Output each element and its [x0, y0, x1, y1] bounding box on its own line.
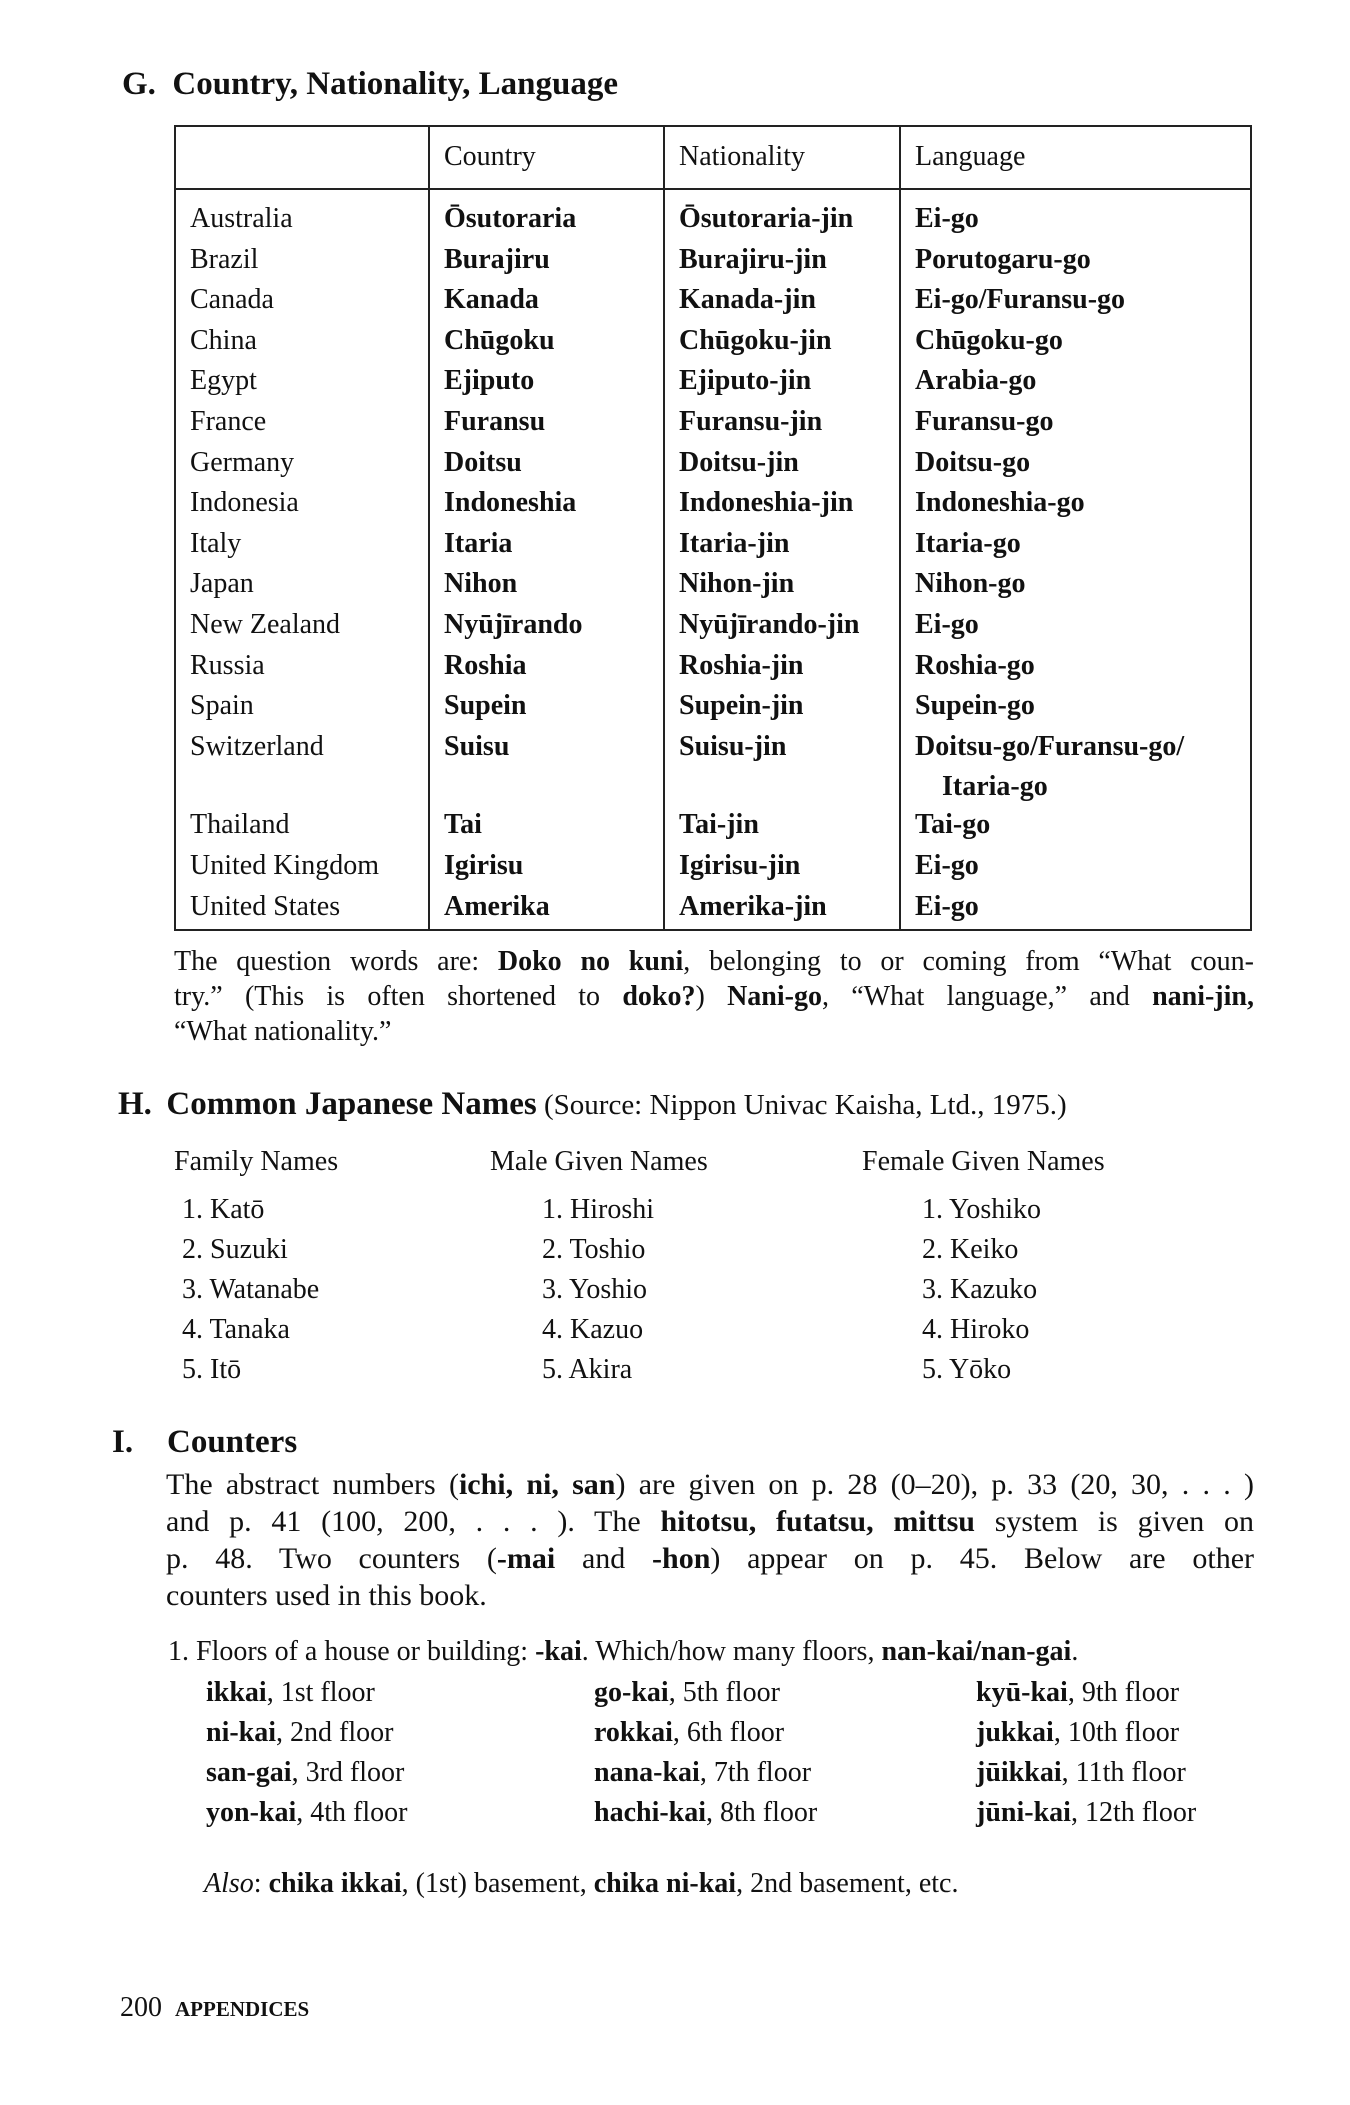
floor-word: jūni-kai [976, 1797, 1071, 1828]
list-item: 5. Yōko [922, 1354, 1012, 1385]
table-cell-country-en: Japan [190, 568, 254, 600]
table-cell-language: Itaria-go [915, 527, 1021, 559]
floor-word: hachi-kai [594, 1797, 707, 1828]
floor-word: rokkai [594, 1717, 673, 1748]
note-text: , “What language,” and [821, 981, 1153, 1012]
also-text: , (1st) basement, [401, 1868, 594, 1899]
note-text: try.” (This is often shortened to [174, 981, 623, 1012]
table-cell-country: Amerika [444, 890, 550, 922]
floor-word: jūikkai [976, 1757, 1062, 1788]
para-bold: -mai [496, 1542, 556, 1575]
also-line [204, 1864, 958, 1904]
para-text: ) appear on p. 45. Below are other [710, 1542, 1254, 1575]
table-cell-nationality: Furansu-jin [679, 406, 823, 437]
table-cell-nationality: Supein-jin [679, 690, 804, 722]
para-text: The abstract numbers ( [166, 1468, 459, 1501]
header-language: Language [915, 141, 1026, 172]
table-cell-country: Doitsu [444, 446, 522, 478]
table-cell-country-en: United Kingdom [190, 850, 379, 881]
table-cell-country-en: Brazil [190, 243, 259, 275]
page-number: 200 [120, 1992, 162, 2023]
table-cell-nationality: Ōsutoraria-jin [679, 203, 854, 234]
table-cell-nationality: Amerika-jin [679, 890, 827, 922]
para-bold: -hon [652, 1542, 711, 1575]
section-h-heading [118, 1086, 1067, 1123]
para-text: ) are given on p. 28 (0–20), p. 33 (20, 30, . . . ) [615, 1468, 1254, 1501]
floor-word: ni-kai [206, 1717, 277, 1748]
para-bold: hitotsu, futatsu, mittsu [660, 1505, 975, 1538]
floor-word: yon-kai [206, 1797, 297, 1828]
note-bold: Doko no kuni [497, 946, 684, 977]
list-item: 2. Toshio [542, 1234, 646, 1265]
table-cell-language: Nihon-go [915, 568, 1026, 600]
floor-word: san-gai [206, 1757, 292, 1788]
table-cell-country-en: Thailand [190, 809, 290, 841]
list-item: 5. Akira [542, 1354, 633, 1385]
table-cell-country: Burajiru [444, 243, 550, 275]
table-cell-nationality: Itaria-jin [679, 527, 790, 559]
floor-item [976, 1793, 1196, 1833]
list-item: 3. Kazuko [922, 1274, 1038, 1305]
table-cell-country: Nyūjīrando [444, 609, 583, 640]
table-cell-country-en: Indonesia [190, 487, 299, 519]
list-item: 4. Tanaka [182, 1314, 290, 1345]
table-cell-country: Roshia [444, 649, 527, 681]
table-cell-nationality: Nihon-jin [679, 568, 795, 600]
floor-gloss: , 8th floor [706, 1797, 818, 1828]
floor-gloss: , 7th floor [699, 1757, 812, 1788]
table-cell-country: Ejiputo [444, 365, 535, 397]
table-cell-nationality: Tai-jin [679, 809, 759, 841]
table-cell-country-en: Canada [190, 284, 274, 316]
para-bold: ichi, ni, san [458, 1468, 616, 1501]
table-cell-country: Indoneshia [444, 487, 577, 519]
note-text: The question words are: [174, 946, 498, 977]
table-cell-country-en: Australia [190, 203, 293, 234]
floor-item [206, 1793, 407, 1833]
column-heading: Female Given Names [862, 1146, 1105, 1177]
para-text: p. 48. Two counters ( [166, 1542, 497, 1575]
note-bold: Nani-go [727, 981, 822, 1012]
floor-item [594, 1673, 780, 1713]
table-cell-language: Arabia-go [915, 365, 1037, 397]
list-item: 2. Keiko [922, 1234, 1019, 1265]
table-cell-language: Ei-go [915, 203, 979, 234]
table-cell-nationality: Ejiputo-jin [679, 365, 812, 397]
list-item: 4. Hiroko [922, 1314, 1030, 1345]
para-text: system is given on [974, 1505, 1254, 1538]
also-text: : [253, 1868, 269, 1899]
floor-gloss: , 2nd floor [276, 1717, 394, 1748]
table-cell-country-en: Russia [190, 649, 265, 681]
table-cell-country: Kanada [444, 284, 539, 316]
table-cell-language: Ei-go [915, 850, 979, 881]
note-bold: nani-jin, [1152, 981, 1254, 1012]
table-cell-nationality: Chūgoku-jin [679, 324, 832, 356]
table-cell-nationality: Kanada-jin [679, 284, 816, 316]
list-item: 1. Katō [182, 1194, 265, 1225]
also-bold: chika ni-kai [593, 1868, 737, 1899]
table-cell-language: Doitsu-go/Furansu-go/ [915, 730, 1185, 762]
floor-gloss: , 1st floor [266, 1677, 375, 1708]
table-cell-country: Furansu [444, 406, 546, 437]
table-cell-language: Doitsu-go [915, 446, 1031, 478]
table-cell-language: Tai-go [915, 809, 991, 841]
floor-item [594, 1713, 784, 1753]
floors-intro-bold: -kai [535, 1636, 582, 1667]
section-g-title: Country, Nationality, Language [172, 66, 618, 102]
table-cell-country: Ōsutoraria [444, 203, 577, 234]
running-head: APPENDICES [175, 1997, 310, 2021]
table-cell-country-en: Italy [190, 527, 242, 559]
section-g-heading [122, 66, 618, 103]
floor-gloss: , 11th floor [1061, 1757, 1186, 1788]
floors-intro-text: . Which/how many floors, [581, 1636, 882, 1667]
table-cell-country-en: New Zealand [190, 609, 341, 640]
note-text: ) [695, 981, 728, 1012]
table-cell-country: Nihon [444, 568, 518, 600]
floor-word: kyū-kai [976, 1677, 1068, 1708]
floor-item [976, 1753, 1186, 1793]
para-text: and p. 41 (100, 200, . . . ). The [166, 1505, 661, 1538]
table-cell-country: Igirisu [444, 850, 524, 881]
floor-gloss: , 10th floor [1053, 1717, 1180, 1748]
section-i-title: Counters [167, 1424, 298, 1460]
table-cell-language: Chūgoku-go [915, 324, 1063, 356]
table-cell-country-en: Egypt [190, 365, 257, 397]
list-item: 5. Itō [182, 1354, 242, 1385]
table-cell-nationality: Doitsu-jin [679, 446, 799, 478]
country-table [174, 125, 1252, 931]
also-text: , 2nd basement, etc. [736, 1868, 959, 1899]
family-names-column [174, 1142, 338, 1390]
table-cell-language: Ei-go/Furansu-go [915, 284, 1126, 316]
table-cell-country-en: United States [190, 890, 341, 922]
table-cell-language: Itaria-go [942, 771, 1048, 803]
floors-intro-bold: nan-kai/nan-gai [881, 1636, 1072, 1667]
floor-gloss: , 4th floor [296, 1797, 408, 1828]
table-cell-nationality: Igirisu-jin [679, 850, 801, 881]
column-heading: Male Given Names [490, 1146, 708, 1177]
floors-intro-text: . [1071, 1636, 1079, 1667]
table-cell-nationality: Burajiru-jin [679, 243, 827, 275]
note-text: “What nationality.” [174, 1016, 392, 1047]
floor-gloss: , 6th floor [672, 1717, 785, 1748]
table-cell-language: Ei-go [915, 890, 979, 922]
column-heading: Family Names [174, 1146, 339, 1177]
para-text: counters used in this book. [166, 1579, 487, 1612]
floor-item [206, 1673, 375, 1713]
list-item: 3. Watanabe [182, 1274, 320, 1305]
list-item: 4. Kazuo [542, 1314, 644, 1345]
floor-word: ikkai [206, 1677, 267, 1708]
table-cell-nationality: Indoneshia-jin [679, 487, 854, 519]
table-cell-language: Porutogaru-go [915, 243, 1091, 275]
table-cell-country: Tai [444, 809, 482, 841]
section-i-letter: I. [112, 1424, 134, 1460]
table-cell-country-en: Switzerland [190, 730, 324, 762]
table-cell-language: Indoneshia-go [915, 487, 1085, 519]
floor-item [976, 1713, 1179, 1753]
list-item: 2. Suzuki [182, 1234, 288, 1265]
note-text: , belonging to or coming from “What coun- [683, 946, 1254, 977]
floors-intro [168, 1632, 1078, 1672]
list-item: 1. Yoshiko [922, 1194, 1042, 1225]
table-cell-nationality: Suisu-jin [679, 730, 787, 762]
table-cell-country: Supein [444, 690, 527, 722]
floor-gloss: , 3rd floor [291, 1757, 405, 1788]
table-cell-country-en: China [190, 324, 257, 356]
table-cell-language: Supein-go [915, 690, 1035, 722]
header-country: Country [444, 141, 536, 172]
also-label: Also [204, 1868, 254, 1899]
section-g-letter: G. [122, 66, 156, 102]
floor-gloss: , 12th floor [1070, 1797, 1197, 1828]
table-cell-language: Furansu-go [915, 406, 1054, 437]
section-h-source: (Source: Nippon Univac Kaisha, Ltd., 1975.) [544, 1089, 1067, 1121]
table-cell-country: Suisu [444, 730, 510, 762]
floor-item [594, 1793, 817, 1833]
female-names-column [862, 1142, 1105, 1390]
floor-gloss: , 5th floor [668, 1677, 780, 1708]
floor-item [206, 1713, 393, 1753]
section-h-letter: H. [118, 1086, 152, 1122]
section-h-title: Common Japanese Names [166, 1086, 537, 1122]
floor-item [206, 1753, 404, 1793]
floor-word: nana-kai [594, 1757, 700, 1788]
floor-word: go-kai [594, 1677, 669, 1708]
table-cell-country-en: Spain [190, 690, 254, 722]
table-cell-nationality: Roshia-jin [679, 649, 804, 681]
table-cell-country-en: Germany [190, 446, 295, 478]
also-bold: chika ikkai [268, 1868, 402, 1899]
table-cell-country: Itaria [444, 527, 513, 559]
page-footer [120, 1992, 309, 2024]
table-cell-nationality: Nyūjīrando-jin [679, 609, 860, 640]
table-cell-country: Chūgoku [444, 324, 555, 356]
counters-paragraph [166, 1466, 1254, 1614]
question-words-note [174, 944, 1254, 1049]
table-cell-country-en: France [190, 406, 267, 437]
header-nationality: Nationality [679, 141, 805, 172]
list-item: 1. Hiroshi [542, 1194, 654, 1225]
floors-intro-text: 1. Floors of a house or building: [168, 1636, 536, 1667]
para-text: and [555, 1542, 653, 1575]
male-names-column [490, 1142, 708, 1390]
floor-item [976, 1673, 1179, 1713]
table-cell-language: Ei-go [915, 609, 979, 640]
list-item: 3. Yoshio [542, 1274, 648, 1305]
table-cell-language: Roshia-go [915, 649, 1035, 681]
note-bold: doko? [622, 981, 696, 1012]
floor-item [594, 1753, 811, 1793]
floor-word: jukkai [976, 1717, 1054, 1748]
floor-gloss: , 9th floor [1067, 1677, 1180, 1708]
